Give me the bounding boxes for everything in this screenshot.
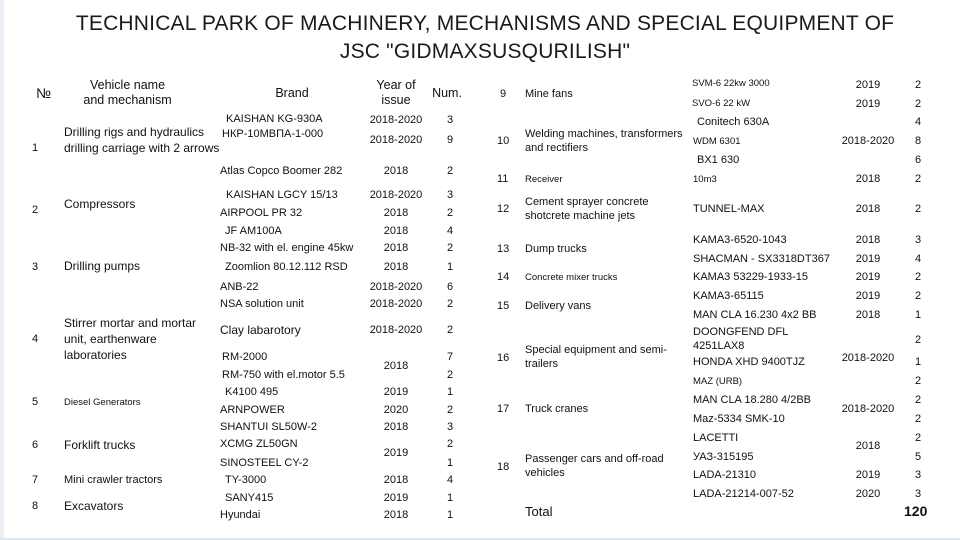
count-value: 1 (914, 356, 922, 368)
brand-value: DOONGFEND DFL 4251LAX8 (693, 326, 788, 352)
brand-value: Conitech 630A (697, 116, 770, 128)
year-value: 2018 (855, 309, 881, 321)
count-value: 1 (446, 509, 454, 521)
brand-value: RM-750 with el.motor 5.5 (222, 369, 345, 381)
year-value: 2019 (383, 386, 409, 398)
year-value: 2018-2020 (841, 135, 895, 147)
brand-value: 10m3 (693, 174, 717, 185)
row-number: 1 (32, 142, 39, 154)
brand-value: Zoomlion 80.12.112 RSD (225, 261, 348, 273)
count-value: 2 (446, 369, 454, 381)
brand-value: Clay labarotory (220, 323, 301, 337)
header-num: Num. (432, 86, 462, 100)
year-value: 2018-2020 (841, 403, 895, 415)
row-number: 4 (32, 333, 39, 345)
count-value: 5 (914, 451, 922, 463)
count-value: 2 (914, 432, 922, 444)
count-value: 3 (914, 488, 922, 500)
count-value: 2 (446, 438, 454, 450)
year-value: 2018-2020 (369, 134, 423, 146)
year-value: 2018-2020 (369, 324, 423, 336)
row-number: 6 (32, 439, 39, 451)
count-value: 2 (914, 290, 922, 302)
row-name: Compressors (64, 197, 136, 211)
count-value: 1 (446, 386, 454, 398)
row-name: Receiver (525, 174, 563, 185)
brand-value: KAMA3-65115 (693, 290, 764, 302)
row-name: Forklift trucks (64, 438, 136, 452)
row-number: 7 (32, 474, 39, 486)
row-name: Drilling rigs and hydraulics drilling carriage with 2 arrows (64, 125, 220, 155)
count-value: 2 (446, 404, 454, 416)
year-value: 2020 (855, 488, 881, 500)
brand-value: WDM 6301 (693, 136, 741, 147)
year-value: 2018-2020 (369, 114, 423, 126)
brand-value: NSA solution unit (220, 298, 304, 310)
brand-value: LACETTI (693, 432, 739, 444)
year-value: 2018 (383, 242, 409, 254)
brand-value: KAISHAN LGCY 15/13 (226, 189, 338, 201)
row-number: 15 (497, 300, 510, 312)
year-value: 2020 (383, 404, 409, 416)
header-no: № (36, 85, 52, 101)
year-value: 2018 (855, 234, 881, 246)
year-value: 2018-2020 (841, 352, 895, 364)
row-number: 14 (497, 271, 510, 283)
brand-value: AIRPOOL PR 32 (220, 207, 303, 219)
count-value: 2 (914, 79, 922, 91)
slide-accent-bar (0, 0, 4, 540)
row-name: Delivery vans (525, 300, 592, 312)
row-name: Diesel Generators (64, 397, 141, 408)
brand-value: TUNNEL-MAX (693, 203, 765, 215)
year-value: 2018 (383, 360, 409, 372)
row-name: Drilling pumps (64, 259, 141, 273)
year-value: 2019 (855, 253, 881, 265)
count-value: 3 (446, 421, 454, 433)
brand-value: HONDA XHD 9400TJZ (693, 356, 805, 368)
brand-value: УАЗ-315195 (693, 451, 754, 463)
brand-value: SHANTUI SL50W-2 (220, 421, 317, 433)
year-value: 2018 (383, 165, 409, 177)
count-value: 2 (446, 207, 454, 219)
header-brand: Brand (275, 86, 309, 100)
row-number: 3 (32, 261, 39, 273)
row-name: Cement sprayer concrete shotcrete machine jets (525, 196, 649, 222)
brand-value: NB-32 with el. engine 45kw (220, 242, 354, 254)
row-number: 2 (32, 204, 39, 216)
brand-value: MAN CLA 18.280 4/2BB (693, 394, 812, 406)
brand-value: SANY415 (225, 492, 274, 504)
year-value: 2018 (383, 225, 409, 237)
count-value: 2 (914, 173, 922, 185)
count-value: 2 (914, 98, 922, 110)
count-value: 2 (446, 324, 454, 336)
count-value: 2 (446, 165, 454, 177)
total-label: Total (525, 504, 553, 519)
brand-value: XCMG ZL50GN (220, 438, 298, 450)
header-year: Year of issue (376, 78, 416, 107)
page-title: TECHNICAL PARK OF MACHINERY, MECHANISMS AND SPECIAL EQUIPMENT OF JSC "GIDMAXSUSQURILISH" (75, 12, 895, 63)
row-number: 11 (497, 173, 509, 185)
count-value: 1 (446, 261, 454, 273)
row-name: Passenger cars and off-road vehicles (525, 453, 664, 479)
brand-value: Hyundai (220, 509, 261, 521)
brand-value: JF AM100A (225, 225, 282, 237)
year-value: 2019 (855, 271, 881, 283)
count-value: 2 (914, 334, 922, 346)
brand-value: ARNPOWER (220, 404, 285, 416)
year-value: 2019 (855, 79, 881, 91)
count-value: 4 (914, 253, 922, 265)
year-value: 2018 (383, 421, 409, 433)
year-value: 2018-2020 (369, 189, 423, 201)
row-name: Dump trucks (525, 243, 587, 255)
count-value: 2 (914, 271, 922, 283)
count-value: 1 (446, 492, 454, 504)
count-value: 6 (446, 281, 454, 293)
year-value: 2018 (383, 474, 409, 486)
header-name: Vehicle name and mechanism (83, 78, 172, 107)
year-value: 2018-2020 (369, 281, 423, 293)
row-number: 8 (32, 500, 39, 512)
brand-value: MAN CLA 16.230 4x2 BB (693, 309, 817, 321)
brand-value: ANB-22 (220, 281, 259, 293)
count-value: 2 (914, 394, 922, 406)
year-value: 2018 (383, 509, 409, 521)
count-value: 4 (446, 474, 454, 486)
row-name: Mine fans (525, 88, 573, 100)
year-value: 2019 (855, 469, 881, 481)
row-number: 12 (497, 203, 510, 215)
brand-value: SVM-6 22kw 3000 (692, 78, 770, 89)
row-name: Welding machines, transformers and rectifiers (525, 128, 683, 154)
brand-value: Atlas Copco Boomer 282 (220, 165, 343, 177)
brand-value: K4100 495 (225, 386, 279, 398)
brand-value: НКР-10МВПА-1-000 (222, 128, 324, 140)
row-name: Mini crawler tractors (64, 474, 163, 486)
row-name: Special equipment and semi-trailers (525, 344, 667, 370)
year-value: 2019 (383, 492, 409, 504)
year-value: 2018 (383, 261, 409, 273)
brand-value: BX1 630 (697, 154, 740, 166)
row-number: 5 (32, 396, 39, 408)
brand-value: SHACMAN - SX3318DT367 (693, 253, 830, 265)
count-value: 7 (446, 351, 454, 363)
row-name: Concrete mixer trucks (525, 272, 618, 283)
year-value: 2018 (855, 173, 881, 185)
count-value: 2 (446, 298, 454, 310)
brand-value: LADA-21214-007-52 (693, 488, 794, 500)
row-number: 10 (497, 135, 510, 147)
count-value: 4 (914, 116, 922, 128)
count-value: 9 (446, 134, 454, 146)
brand-value: KAISHAN KG-930A (226, 113, 323, 125)
count-value: 8 (914, 135, 922, 147)
brand-value: KAMA3 53229-1933-15 (693, 271, 808, 283)
row-number: 18 (497, 461, 510, 473)
count-value: 3 (446, 114, 454, 126)
year-value: 2018 (855, 440, 881, 452)
count-value: 1 (914, 309, 922, 321)
brand-value: RM-2000 (222, 351, 268, 363)
row-number: 13 (497, 243, 510, 255)
count-value: 3 (914, 234, 922, 246)
brand-value: KAMA3-6520-1043 (693, 234, 787, 246)
count-value: 2 (446, 242, 454, 254)
year-value: 2019 (855, 98, 881, 110)
count-value: 4 (446, 225, 454, 237)
count-value: 2 (914, 375, 922, 387)
brand-value: TY-3000 (225, 474, 267, 486)
row-number: 17 (497, 403, 510, 415)
year-value: 2019 (383, 447, 409, 459)
year-value: 2018 (855, 203, 881, 215)
brand-value: SINOSTEEL CY-2 (220, 457, 309, 469)
row-number: 16 (497, 352, 510, 364)
total-value: 120 (904, 503, 928, 519)
count-value: 1 (446, 457, 454, 469)
brand-value: SVO-6 22 kW (692, 98, 751, 109)
count-value: 2 (914, 203, 922, 215)
row-name: Stirrer mortar and mortar unit, earthenware laboratories (64, 316, 197, 362)
brand-value: LADA-21310 (693, 469, 756, 481)
year-value: 2018-2020 (369, 298, 423, 310)
row-name: Excavators (64, 499, 124, 513)
brand-value: MAZ (URB) (693, 376, 743, 387)
count-value: 3 (446, 189, 454, 201)
count-value: 6 (914, 154, 922, 166)
brand-value: Maz-5334 SMK-10 (693, 413, 785, 425)
count-value: 2 (914, 413, 922, 425)
year-value: 2018 (383, 207, 409, 219)
row-number: 9 (500, 88, 507, 100)
count-value: 3 (914, 469, 922, 481)
row-name: Truck cranes (525, 403, 589, 415)
year-value: 2019 (855, 290, 881, 302)
